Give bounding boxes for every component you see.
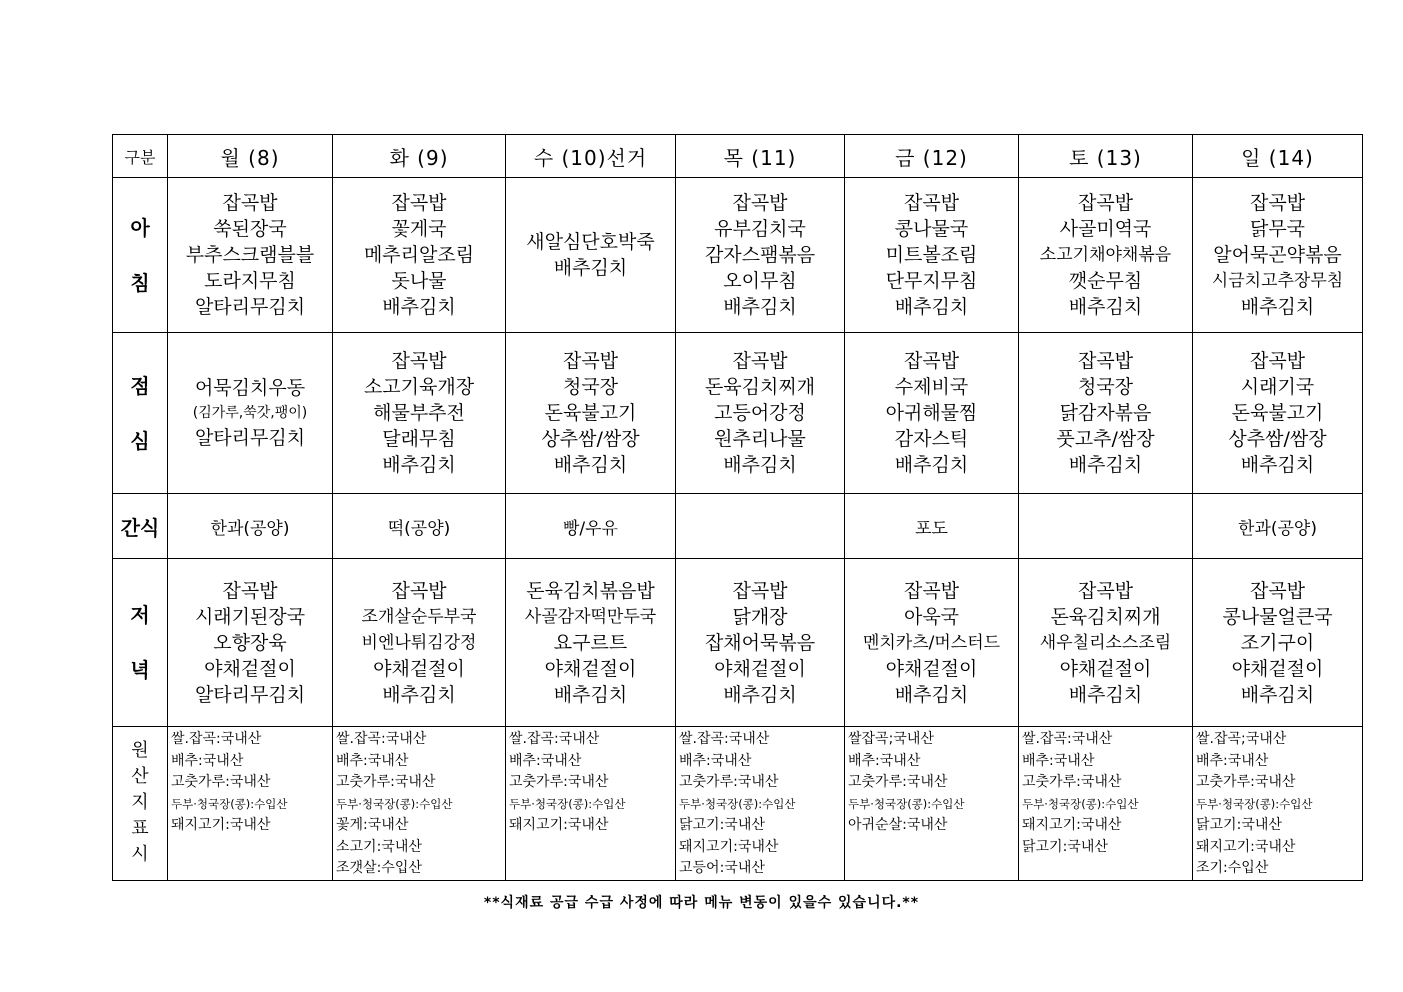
origin-item: 두부·청국장(콩):수입산 (336, 796, 453, 811)
menu-item: 잡곡밥 (562, 350, 619, 372)
menu-item: 잡곡밥 (732, 350, 788, 372)
menu-item: 부추스크램블블 (185, 244, 315, 266)
dinner-label-char: 저 (130, 603, 150, 627)
dinner-cell-mon (168, 559, 333, 727)
lunch-label-char: 심 (130, 428, 150, 453)
menu-item: 멘치카츠/머스터드 (862, 632, 1001, 653)
lunch-cell-mon (168, 333, 333, 494)
lunch-label (113, 333, 168, 494)
menu-item: 유부김치국 (714, 218, 806, 240)
menu-item: 단무지무침 (885, 270, 978, 292)
origin-item: 두부·청국장(콩):수입산 (509, 796, 626, 811)
origin-item: 닭고기:국내산 (1196, 817, 1282, 833)
day-header-wed: 수 (10)선거 (506, 135, 676, 178)
lunch-cell-sat (1019, 333, 1193, 494)
menu-item: 새알심단호박죽 (526, 231, 655, 253)
menu-item: 새우칠리소스조림 (1039, 632, 1172, 653)
menu-item: 알타리무김치 (194, 296, 306, 318)
origin-item: 고등어:국내산 (679, 860, 765, 876)
origin-item: 쌀.잡곡;국내산 (1196, 731, 1287, 747)
menu-item: 알타리무김치 (194, 427, 306, 449)
origin-label-char: 지 (131, 792, 149, 814)
menu-item: 배추김치 (894, 683, 969, 706)
menu-item: 닭개장 (732, 605, 788, 628)
origin-item: 두부·청국장(콩):수입산 (848, 796, 965, 811)
menu-item: 잡곡밥 (1077, 579, 1134, 602)
menu-item: 잡곡밥 (732, 192, 788, 214)
day-header-mon: 월 (8) (168, 135, 333, 178)
menu-item: 알타리무김치 (194, 683, 306, 706)
origin-item: 고춧가루:국내산 (848, 774, 948, 790)
menu-change-notice: **식재료 공급 수급 사정에 따라 메뉴 변동이 있을수 있습니다.** (483, 895, 920, 911)
menu-item: 비엔나튀김강정 (361, 632, 477, 653)
snack-row (113, 494, 1363, 559)
menu-item: 배추김치 (382, 454, 456, 476)
lunch-cell-tue (333, 333, 506, 494)
origin-item: 고춧가루:국내산 (1196, 774, 1296, 790)
menu-item: 잡곡밥 (391, 350, 447, 372)
origin-item: 고춧가루:국내산 (336, 774, 436, 790)
breakfast-label-char: 침 (130, 270, 150, 295)
dinner-cell-thu (676, 559, 845, 727)
menu-item: 잡곡밥 (1249, 350, 1306, 372)
origin-cell-sat (1019, 727, 1193, 881)
snack-cell-sun: 한과(공양) (1193, 494, 1363, 559)
menu-item: 조개살순두부국 (361, 606, 477, 627)
menu-item: 감자스틱 (894, 428, 969, 450)
header-label: 구분 (113, 135, 168, 178)
menu-item: 고등어강정 (714, 402, 806, 424)
snack-cell-thu (676, 494, 845, 559)
menu-item: 돈육불고기 (544, 402, 637, 424)
menu-item: 오이무침 (723, 270, 797, 292)
menu-item: 야채겉절이 (373, 657, 465, 680)
menu-item: 시금치고추장무침 (1211, 271, 1344, 291)
menu-item: 잡곡밥 (903, 579, 960, 602)
menu-item: 아욱국 (903, 605, 960, 628)
menu-item: 야채겉절이 (885, 657, 978, 680)
dinner-cell-fri (845, 559, 1019, 727)
menu-item: 닭무국 (1249, 218, 1306, 240)
origin-item: 조갯살:수입산 (336, 860, 422, 876)
menu-item: 야채겉절이 (714, 657, 806, 680)
day-header-sat: 토 (13) (1019, 135, 1193, 178)
origin-item: 돼지고기:국내산 (1196, 838, 1296, 855)
origin-item: 배추:국내산 (171, 752, 244, 769)
origin-item: 두부·청국장(콩):수입산 (1022, 796, 1139, 811)
origin-cell-thu (676, 727, 845, 881)
menu-item: 달래무침 (382, 428, 456, 450)
menu-item: 돗나물 (391, 270, 447, 292)
menu-item: 배추김치 (723, 683, 797, 706)
dinner-cell-wed (506, 559, 676, 727)
menu-item: 배추김치 (1240, 683, 1315, 706)
origin-item: 두부·청국장(콩):수입산 (1196, 796, 1313, 811)
menu-item: 요구르트 (553, 631, 628, 654)
origin-item: 쌀.잡곡:국내산 (171, 731, 262, 747)
menu-item: 배추김치 (1068, 454, 1143, 476)
dinner-row (113, 559, 1363, 727)
menu-item: 감자스팸볶음 (704, 244, 816, 266)
lunch-cell-wed (506, 333, 676, 494)
menu-item: 시래기된장국 (194, 605, 306, 628)
dinner-cell-sun (1193, 559, 1363, 727)
dinner-cell-sat (1019, 559, 1193, 727)
origin-row (113, 727, 1363, 881)
day-header-sun: 일 (14) (1193, 135, 1363, 178)
menu-item: 쑥된장국 (213, 218, 287, 240)
menu-item: 배추김치 (553, 454, 628, 476)
menu-item: 메추리알조림 (363, 244, 475, 266)
menu-item: 야채겉절이 (1059, 657, 1152, 680)
snack-cell-wed: 빵/우유 (506, 494, 676, 559)
menu-item: 잡곡밥 (903, 350, 960, 372)
menu-item: 배추김치 (723, 296, 797, 318)
origin-item: 두부·청국장(콩):수입산 (679, 796, 796, 811)
menu-item: 배추김치 (382, 296, 456, 318)
origin-cell-wed (506, 727, 676, 881)
menu-item: 배추김치 (553, 683, 628, 706)
origin-item: 배추:국내산 (1196, 752, 1269, 769)
menu-item: 잡곡밥 (1077, 192, 1134, 214)
origin-item: 쌀.잡곡:국내산 (679, 731, 770, 747)
menu-item: 돈육불고기 (1231, 402, 1324, 424)
origin-item: 쌀.잡곡:국내산 (509, 731, 600, 747)
dinner-label-char: 녁 (130, 658, 150, 682)
menu-item: 배추김치 (894, 296, 969, 318)
day-header-tue: 화 (9) (333, 135, 506, 178)
menu-item: 배추김치 (1068, 683, 1143, 706)
menu-item: 콩나물얼큰국 (1222, 605, 1333, 628)
header-row (113, 135, 1363, 178)
breakfast-cell-wed (506, 178, 676, 333)
origin-cell-mon (168, 727, 333, 881)
origin-label-char: 표 (131, 818, 149, 840)
menu-item: 배추김치 (553, 257, 628, 279)
menu-item: 배추김치 (894, 454, 969, 476)
menu-item: 꽃게국 (391, 218, 447, 240)
origin-item: 쌀잡곡;국내산 (848, 731, 934, 747)
origin-item: 배추:국내산 (1022, 752, 1095, 769)
menu-item: 원추리나물 (714, 428, 806, 450)
origin-item: 닭고기:국내산 (679, 817, 765, 833)
menu-item: 상추쌈/쌈장 (541, 428, 640, 450)
menu-item: 잡곡밥 (391, 192, 447, 214)
menu-item: 잡곡밥 (1249, 579, 1306, 602)
menu-item: 상추쌈/쌈장 (1228, 428, 1327, 450)
breakfast-cell-sat (1019, 178, 1193, 333)
menu-item: 배추김치 (1240, 296, 1315, 318)
menu-item: 닭감자볶음 (1059, 402, 1152, 424)
lunch-cell-thu (676, 333, 845, 494)
origin-item: 고춧가루:국내산 (1022, 774, 1122, 790)
breakfast-cell-tue (333, 178, 506, 333)
menu-item: 잡곡밥 (1077, 350, 1134, 372)
menu-item: 잡곡밥 (222, 192, 278, 214)
origin-item: 꽃게:국내산 (336, 817, 409, 833)
menu-item: 풋고추/쌈장 (1056, 428, 1155, 450)
menu-item: 소고기육개장 (363, 376, 475, 398)
menu-item: 수제비국 (894, 376, 969, 398)
origin-item: 두부·청국장(콩):수입산 (171, 796, 288, 811)
origin-item: 쌀.잡곡:국내산 (1022, 731, 1113, 747)
menu-item: 잡곡밥 (732, 579, 788, 602)
snack-cell-tue: 떡(공양) (333, 494, 506, 559)
menu-item: 소고기채야채볶음 (1039, 245, 1172, 265)
menu-item: 오향장육 (213, 631, 287, 654)
origin-label (113, 727, 168, 881)
menu-item: 잡곡밥 (222, 579, 278, 602)
lunch-cell-fri (845, 333, 1019, 494)
menu-item: 돈육김치찌개 (1050, 605, 1161, 628)
origin-item: 돼지고기:국내산 (171, 817, 271, 833)
origin-label-char: 원 (131, 740, 149, 762)
origin-item: 닭고기:국내산 (1022, 838, 1108, 855)
weekly-menu-table (112, 134, 1363, 881)
menu-item: 해물부추전 (373, 402, 465, 424)
origin-item: 소고기:국내산 (336, 838, 422, 855)
menu-item: (김가루,쑥갓,팽이) (192, 405, 308, 421)
menu-item: 돈육김치볶음밥 (526, 579, 655, 602)
menu-item: 야채겉절이 (1231, 657, 1324, 680)
origin-item: 조기:수입산 (1196, 860, 1269, 876)
origin-item: 배추:국내산 (848, 752, 921, 769)
menu-item: 청국장 (1077, 376, 1134, 398)
origin-item: 배추:국내산 (509, 752, 582, 769)
breakfast-cell-thu (676, 178, 845, 333)
menu-item: 아귀해물찜 (885, 402, 978, 424)
origin-item: 배추:국내산 (336, 752, 409, 769)
menu-item: 야채겉절이 (204, 657, 296, 680)
menu-item: 배추김치 (382, 683, 456, 706)
origin-label-char: 산 (131, 766, 149, 788)
menu-item: 청국장 (562, 376, 619, 398)
origin-item: 고춧가루:국내산 (679, 774, 779, 790)
origin-item: 돼지고기:국내산 (1022, 817, 1122, 833)
origin-item: 아귀순살:국내산 (848, 817, 948, 833)
breakfast-label-char: 아 (130, 215, 150, 240)
menu-item: 알어묵곤약볶음 (1213, 244, 1342, 266)
lunch-label-char: 점 (130, 373, 150, 398)
menu-item: 콩나물국 (894, 218, 969, 240)
menu-item: 배추김치 (723, 454, 797, 476)
origin-item: 돼지고기:국내산 (679, 838, 779, 855)
origin-item: 고춧가루:국내산 (509, 774, 609, 790)
snack-cell-mon: 한과(공양) (168, 494, 333, 559)
origin-label-char: 시 (131, 844, 149, 866)
snack-cell-fri: 포도 (845, 494, 1019, 559)
menu-item: 야채겉절이 (544, 657, 637, 680)
menu-item: 사골미역국 (1059, 218, 1152, 240)
origin-cell-sun (1193, 727, 1363, 881)
day-header-thu: 목 (11) (676, 135, 845, 178)
breakfast-cell-fri (845, 178, 1019, 333)
origin-item: 돼지고기:국내산 (509, 817, 609, 833)
origin-item: 고춧가루:국내산 (171, 774, 271, 790)
snack-cell-sat (1019, 494, 1193, 559)
snack-label: 간식 (113, 494, 168, 559)
dinner-cell-tue (333, 559, 506, 727)
menu-item: 잡채어묵볶음 (704, 631, 816, 654)
origin-cell-tue (333, 727, 506, 881)
menu-item: 잡곡밥 (1249, 192, 1306, 214)
breakfast-label (113, 178, 168, 333)
origin-item: 쌀.잡곡:국내산 (336, 731, 427, 747)
menu-item: 돈육김치찌개 (704, 376, 816, 398)
dinner-label (113, 559, 168, 727)
menu-item: 시래기국 (1240, 376, 1315, 398)
lunch-row (113, 333, 1363, 494)
menu-item: 깻순무침 (1068, 270, 1143, 292)
menu-item: 배추김치 (1240, 454, 1315, 476)
menu-item: 도라지무침 (204, 270, 296, 292)
origin-cell-fri (845, 727, 1019, 881)
breakfast-row (113, 178, 1363, 333)
menu-item: 잡곡밥 (391, 579, 447, 602)
menu-item: 어묵김치우동 (194, 377, 306, 399)
menu-item: 잡곡밥 (903, 192, 960, 214)
menu-item: 조기구이 (1240, 631, 1315, 654)
menu-item: 미트볼조림 (885, 244, 978, 266)
lunch-cell-sun (1193, 333, 1363, 494)
menu-item: 사골감자떡만두국 (524, 606, 657, 627)
menu-item: 배추김치 (1068, 296, 1143, 318)
breakfast-cell-sun (1193, 178, 1363, 333)
origin-item: 배추:국내산 (679, 752, 752, 769)
day-header-fri: 금 (12) (845, 135, 1019, 178)
breakfast-cell-mon (168, 178, 333, 333)
